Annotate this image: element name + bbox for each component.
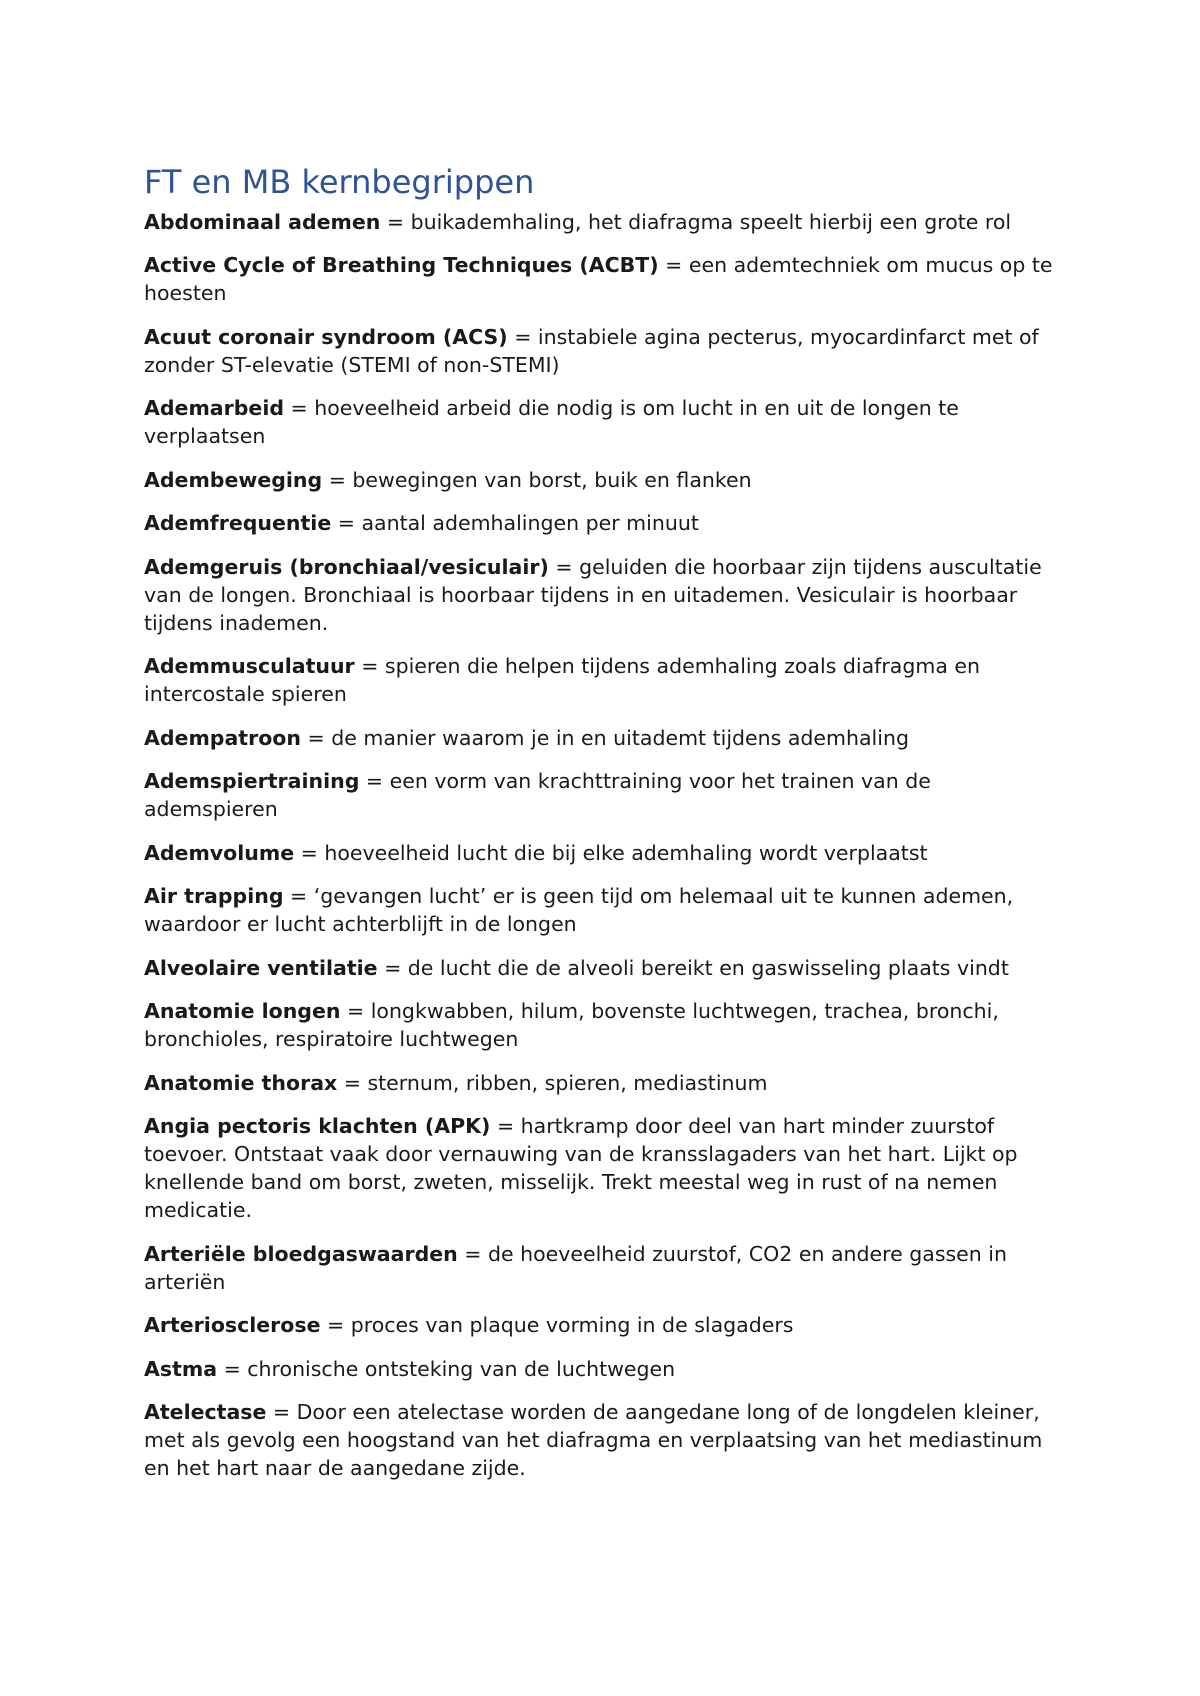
entry-separator: = [320,1313,351,1338]
entry-separator: = [548,554,580,579]
entry-separator: = [340,999,371,1024]
entry-separator: = [658,253,689,278]
glossary-entry [144,394,1064,450]
document-title: FT en MB kernbegrippen [144,163,535,201]
glossary-term: Arteriële bloedgaswaarden [144,1241,458,1266]
glossary-term: Adempatroon [144,725,301,750]
glossary-entry [144,553,1064,637]
glossary-term: Ademarbeid [144,396,285,421]
glossary-entry [144,882,1064,938]
glossary-entry [144,1398,1064,1482]
glossary-definition: de hoeveelheid zuurstof, CO2 en andere gassen in arteriën [144,1241,1007,1294]
glossary-term: Air trapping [144,884,284,909]
entry-separator: = [294,840,325,865]
entry-separator: = [300,725,332,750]
glossary-term: Alveolaire ventilatie [144,955,378,980]
glossary-term: Adembeweging [144,467,323,492]
glossary-definition: chronische ontsteking van de luchtwegen [247,1356,676,1381]
entry-separator: = [377,955,408,980]
entry-separator: = [217,1356,248,1381]
glossary-definition: ‘gevangen lucht’ er is geen tijd om helemaal uit te kunnen ademen, waardoor er lucht achterblijft in de longen [144,884,1014,937]
glossary-entry [144,1355,1064,1383]
entry-separator: = [380,209,411,234]
entry-separator: = [354,654,385,679]
glossary-definition: hartkramp door deel van hart minder zuurstof toevoer. Ontstaat vaak door vernauwing van de kransslagaders van het hart. Lijkt op knellende band om borst, zweten, misselijk. Trekt meestal weg in rust of na nemen medicatie. [144,1114,1018,1223]
glossary-term: Angia pectoris klachten (APK) [144,1114,491,1139]
document-content [144,162,1064,1498]
glossary-definition: Door een atelectase worden de aangedane long of de longdelen kleiner, met als gevolg een hoogstand van het diafragma en verplaatsing van het mediastinum en het hart naar de aangedane zijde. [144,1400,1043,1481]
glossary-definition: bewegingen van borst, buik en flanken [352,467,752,492]
entry-separator: = [283,884,314,909]
glossary-term: Abdominaal ademen [144,209,381,234]
glossary-entry [144,767,1064,823]
glossary-term: Ademvolume [144,840,295,865]
glossary-entry [144,724,1064,752]
glossary-definition: hoeveelheid lucht die bij elke ademhaling wordt verplaatst [324,840,928,865]
glossary-entry [144,1112,1064,1224]
glossary-definition: instabiele agina pecterus, myocardinfarct met of zonder ST-elevatie (STEMI of non-STEMI) [144,324,1039,377]
glossary-definition: sternum, ribben, spieren, mediastinum [367,1070,768,1095]
glossary-term: Astma [144,1356,218,1381]
glossary-definition: longkwabben, hilum, bovenste luchtwegen, trachea, bronchi, bronchioles, respiratoire luchtwegen [144,999,999,1052]
glossary-definition: de lucht die de alveoli bereikt en gaswisseling plaats vindt [407,955,1009,980]
glossary-term: Ademspiertraining [144,769,360,794]
glossary-definition: een ademtechniek om mucus op te hoesten [144,253,1053,306]
glossary-term: Atelectase [144,1400,267,1425]
glossary-definition: aantal ademhalingen per minuut [361,511,699,536]
entry-separator: = [322,467,353,492]
glossary-definition: hoeveelheid arbeid die nodig is om lucht in en uit de longen te verplaatsen [144,396,959,449]
entry-separator: = [507,324,538,349]
glossary-definition: een vorm van krachttraining voor het trainen van de ademspieren [144,769,931,822]
glossary-term: Ademgeruis (bronchiaal/vesiculair) [144,554,549,579]
glossary-term: Anatomie longen [144,999,341,1024]
glossary-entry [144,954,1064,982]
glossary-entry [144,839,1064,867]
glossary-entry [144,466,1064,494]
glossary-entry [144,997,1064,1053]
glossary-term: Acuut coronair syndroom (ACS) [144,324,508,349]
entry-separator: = [490,1114,521,1139]
glossary-entry [144,323,1064,379]
glossary-entry [144,1240,1064,1296]
glossary-definition: de manier waarom je in en uitademt tijdens ademhaling [331,725,909,750]
entry-separator: = [337,1070,368,1095]
glossary-entry [144,1311,1064,1339]
entry-separator: = [284,396,315,421]
entry-separator: = [331,511,362,536]
glossary-term: Arteriosclerose [144,1313,321,1338]
glossary-entry [144,1069,1064,1097]
glossary-definition: spieren die helpen tijdens ademhaling zoals diafragma en intercostale spieren [144,654,981,707]
glossary-term: Active Cycle of Breathing Techniques (ACBT) [144,253,659,278]
glossary-definition: geluiden die hoorbaar zijn tijdens auscultatie van de longen. Bronchiaal is hoorbaar tijdens in en uitademen. Vesiculair is hoorbaar tijdens inademen. [144,554,1042,635]
glossary-entry [144,208,1064,236]
glossary-definition: buikademhaling, het diafragma speelt hierbij een grote rol [410,209,1012,234]
glossary-definition: proces van plaque vorming in de slagaders [350,1313,794,1338]
glossary-term: Ademfrequentie [144,511,332,536]
entry-separator: = [266,1400,297,1425]
glossary-term: Ademmusculatuur [144,654,355,679]
entry-separator: = [359,769,390,794]
glossary-entry [144,251,1064,307]
glossary-entry [144,652,1064,708]
entry-separator: = [457,1241,488,1266]
glossary-term: Anatomie thorax [144,1070,338,1095]
glossary-entry [144,509,1064,537]
